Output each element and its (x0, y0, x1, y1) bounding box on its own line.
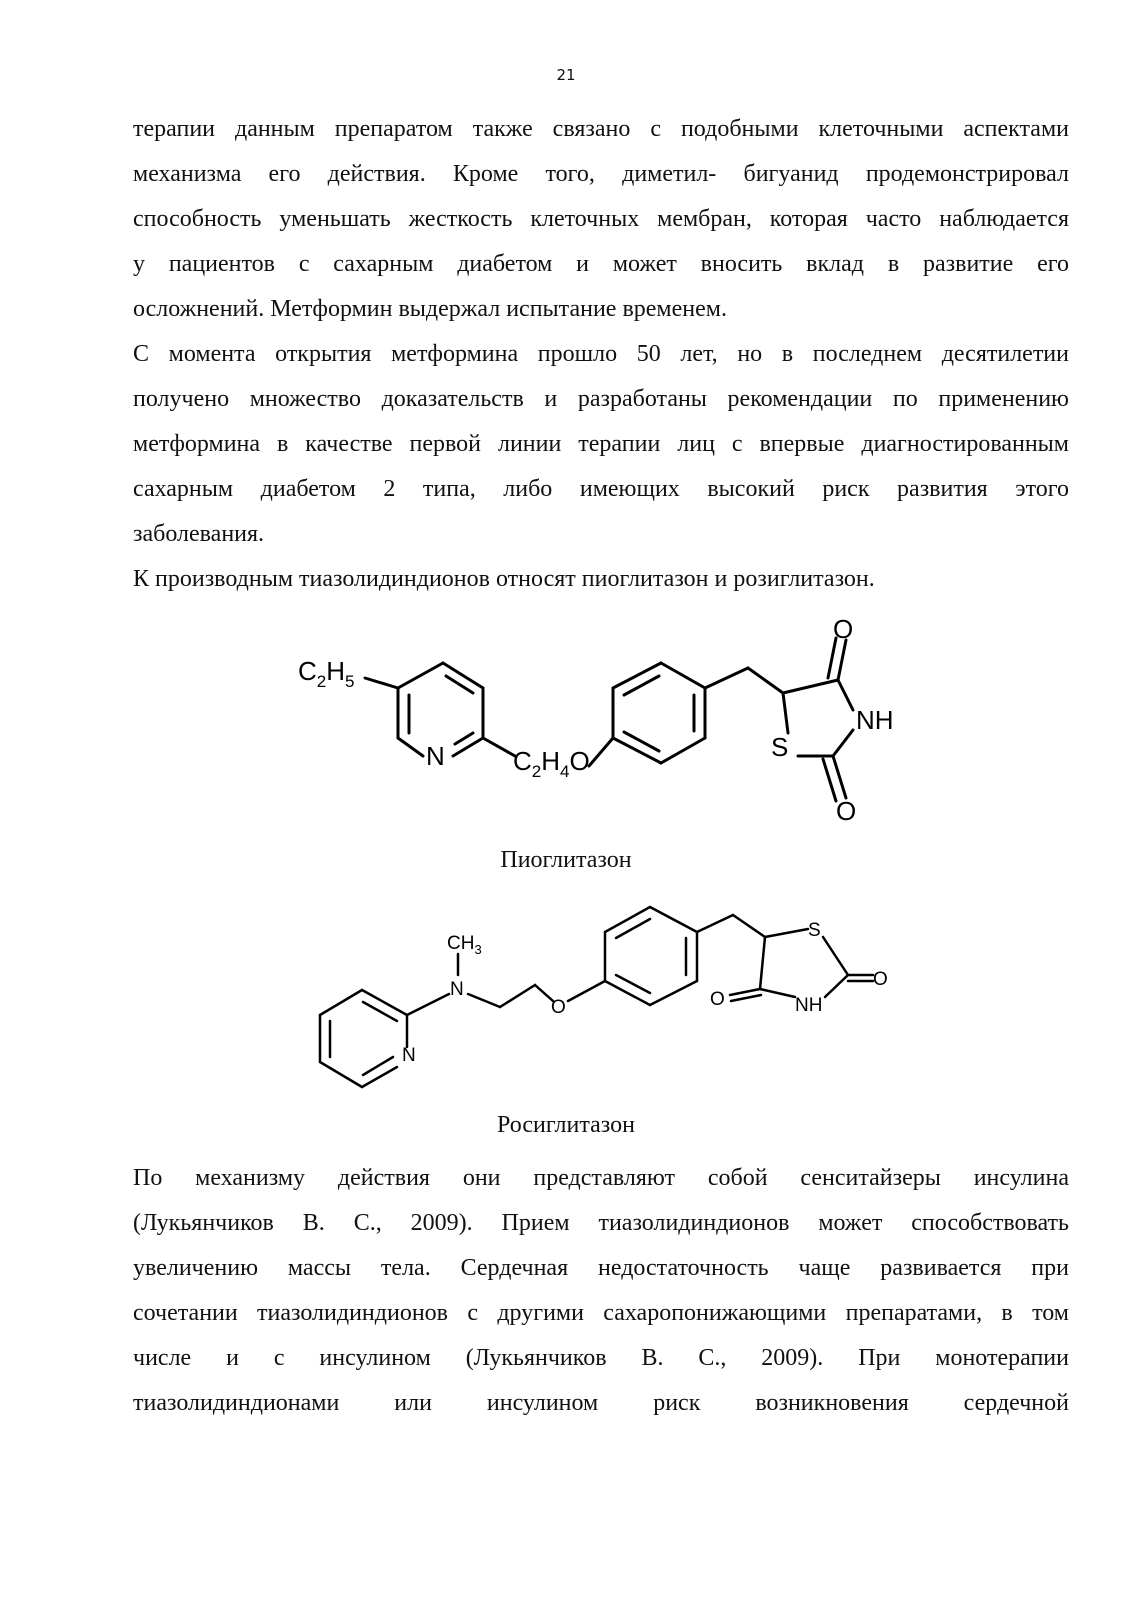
pyridine-n-label: N (402, 1045, 416, 1066)
figure-1-caption: Пиоглитазон (500, 847, 632, 873)
text-line: (Лукьянчиков В. С., 2009). Прием тиазолидиндионов может способствовать (133, 1210, 1069, 1236)
oxygen-left-label: O (710, 989, 725, 1010)
pioglitazone-structure (293, 608, 907, 836)
oxygen-top-label: O (833, 614, 854, 644)
amine-n-label: N (450, 979, 464, 1000)
ethyl-label: $C_2H_5$ (298, 656, 355, 691)
nh-label: NH (856, 705, 894, 735)
pioglitazone-diagram (293, 608, 907, 836)
text-line: числе и с инсулином (Лукьянчиков В. С., 2009). При монотерапии (133, 1345, 1069, 1371)
text-line: способность уменьшать жесткость клеточных мембран, которая часто наблюдается (133, 206, 1069, 232)
rosiglitazone-structure (305, 897, 895, 1102)
methyl-label: $CH_3$ (447, 933, 482, 957)
text-line: осложнений. Метформин выдержал испытание временем. (133, 296, 727, 322)
paragraph-3 (133, 557, 1069, 602)
oxygen-right-label: O (873, 969, 888, 990)
paragraph-1 (133, 107, 1069, 332)
text-line: С момента открытия метформина прошло 50 лет, но в последнем десятилетии (133, 341, 1069, 367)
paragraph-2 (133, 332, 1069, 557)
text-line: получено множество доказательств и разработаны рекомендации по применению (133, 386, 1069, 412)
text-line: метформина в качестве первой линии терапии лиц с впервые диагностированным (133, 431, 1069, 457)
text-line: у пациентов с сахарным диабетом и может вносить вклад в развитие его (133, 251, 1069, 277)
nh-label: NH (795, 995, 823, 1016)
page-number: 21 (556, 66, 576, 84)
text-line: сочетании тиазолидиндионов с другими сахаропонижающими препаратами, в том (133, 1300, 1069, 1326)
oxygen-bottom-label: O (836, 796, 857, 826)
paragraph-4 (133, 1156, 1069, 1426)
ether-oxygen-label: O (551, 997, 566, 1018)
sulfur-label: S (771, 732, 789, 762)
text-line: увеличению массы тела. Сердечная недостаточность чаще развивается при (133, 1255, 1069, 1281)
text-line: механизма его действия. Кроме того, диметил- бигуанид продемонстрировал (133, 161, 1069, 187)
text-line: сахарным диабетом 2 типа, либо имеющих высокий риск развития этого (133, 476, 1069, 502)
text-line: По механизму действия они представляют собой сенситайзеры инсулина (133, 1165, 1069, 1191)
rosiglitazone-diagram (305, 897, 895, 1102)
text-line: терапии данным препаратом также связано с подобными клеточными аспектами (133, 116, 1069, 142)
sulfur-label: S (808, 920, 821, 941)
text-line: К производным тиазолидиндионов относят пиоглитазон и розиглитазон. (133, 566, 875, 592)
text-line: заболевания. (133, 521, 265, 547)
text-line: тиазолидиндионами или инсулином риск возникновения сердечной (133, 1390, 1069, 1416)
pyridine-n-label: N (426, 741, 445, 771)
figure-2-caption: Росиглитазон (497, 1112, 635, 1138)
linker-label: $C_2H_4O$ (513, 746, 590, 781)
